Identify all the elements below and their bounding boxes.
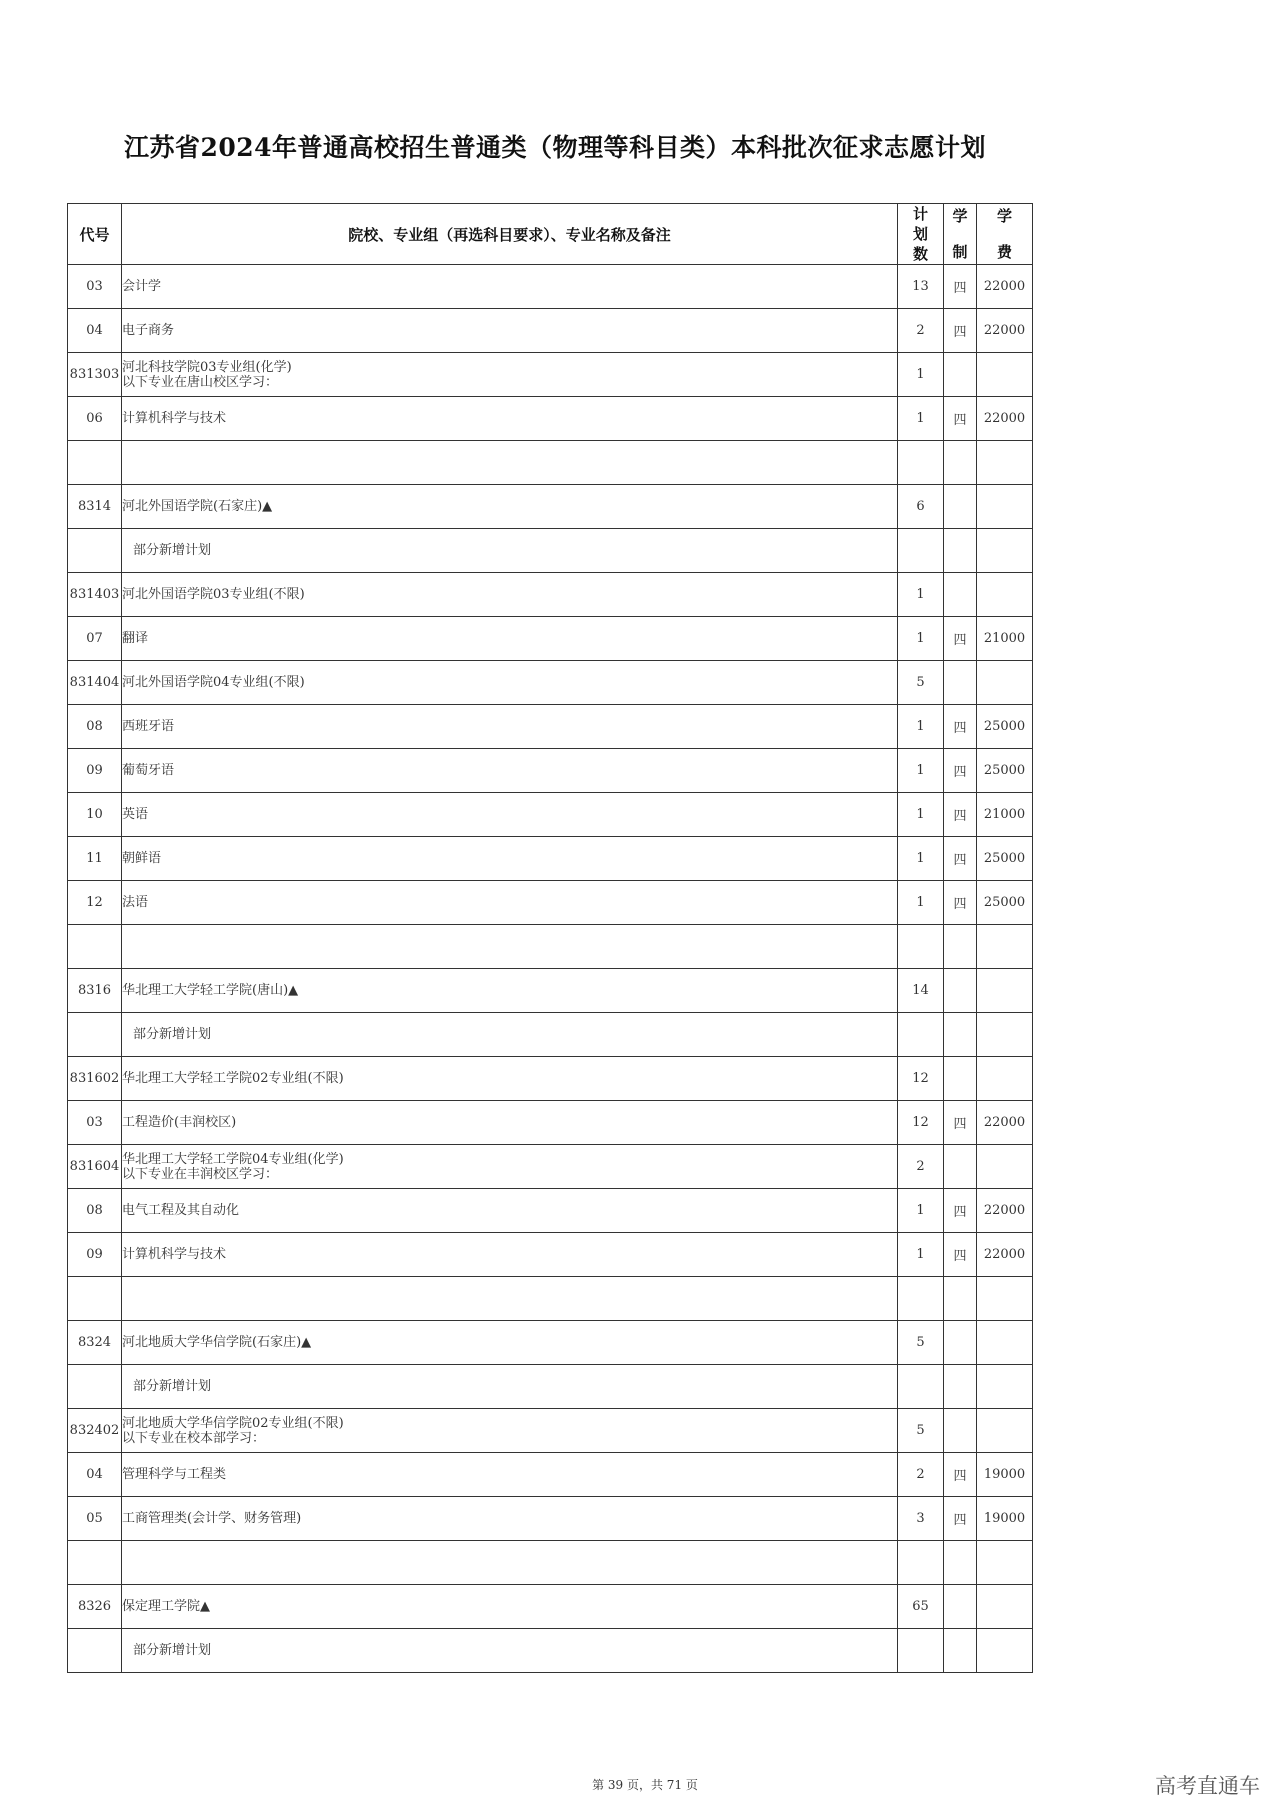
row-plan: [898, 1365, 944, 1409]
header-name: 院校、专业组（再选科目要求）、专业名称及备注: [122, 204, 898, 265]
row-name: [122, 1497, 898, 1541]
row-years: [944, 441, 977, 485]
header-plan: [898, 204, 944, 265]
header-fee-char: 费: [996, 243, 1012, 261]
row-years: [944, 485, 977, 529]
row-plan: 65: [898, 1585, 944, 1629]
row-years: [944, 1541, 977, 1585]
table-row: [68, 485, 1033, 529]
row-name-line: 西班牙语: [122, 719, 175, 734]
row-code: 09: [68, 749, 122, 793]
row-name-line: 葡萄牙语: [122, 763, 175, 778]
row-plan: [898, 1013, 944, 1057]
row-plan: 1: [898, 573, 944, 617]
table-row: [68, 1497, 1033, 1541]
table-row: [68, 925, 1033, 969]
row-name-line: 河北地质大学华信学院(石家庄)▲: [122, 1335, 312, 1350]
row-fee: 25000: [977, 881, 1033, 925]
row-fee: [977, 661, 1033, 705]
row-name-line: 河北外国语学院(石家庄)▲: [122, 499, 273, 514]
row-plan: 5: [898, 1321, 944, 1365]
row-name-line: 翻译: [122, 631, 149, 646]
row-code: 8326: [68, 1585, 122, 1629]
page-footer: 第 39 页，共 71 页: [592, 1778, 698, 1792]
row-name: [122, 837, 898, 881]
row-name-line: 朝鲜语: [122, 851, 162, 866]
row-code: 832402: [68, 1409, 122, 1453]
row-plan: 1: [898, 617, 944, 661]
row-name: [122, 1101, 898, 1145]
row-name: [122, 1189, 898, 1233]
table-row: [68, 969, 1033, 1013]
row-years: 四: [944, 881, 977, 925]
row-name-line: 法语: [122, 895, 149, 910]
table-row: [68, 837, 1033, 881]
row-name: [122, 573, 898, 617]
header-years-char: 制: [952, 243, 968, 261]
row-plan: 1: [898, 353, 944, 397]
row-name: [122, 1277, 898, 1321]
row-name: [122, 1541, 898, 1585]
row-years: 四: [944, 1233, 977, 1277]
row-plan: 2: [898, 309, 944, 353]
row-fee: [977, 1629, 1033, 1673]
row-plan: 1: [898, 705, 944, 749]
row-name-line: 管理科学与工程类: [122, 1467, 227, 1482]
row-fee: 22000: [977, 1101, 1033, 1145]
row-name: [122, 749, 898, 793]
row-name-line: 电子商务: [122, 323, 175, 338]
row-name-line: 河北外国语学院03专业组(不限): [122, 587, 305, 602]
table-header-row: [68, 204, 1033, 265]
row-code: 03: [68, 1101, 122, 1145]
row-plan: 1: [898, 837, 944, 881]
row-code: 8314: [68, 485, 122, 529]
row-name: [122, 1629, 898, 1673]
row-fee: 22000: [977, 397, 1033, 441]
row-name-line: 工程造价(丰润校区): [122, 1115, 237, 1130]
header-plan-char: 数: [912, 245, 928, 263]
row-years: 四: [944, 617, 977, 661]
row-plan: [898, 1277, 944, 1321]
row-code: 04: [68, 1453, 122, 1497]
row-code: 11: [68, 837, 122, 881]
row-fee: 25000: [977, 705, 1033, 749]
row-name: [122, 265, 898, 309]
row-years: 四: [944, 837, 977, 881]
table-row: [68, 1541, 1033, 1585]
row-fee: 22000: [977, 1233, 1033, 1277]
table-row: [68, 529, 1033, 573]
row-name-line: 电气工程及其自动化: [122, 1203, 240, 1218]
row-code: 831303: [68, 353, 122, 397]
row-plan: [898, 441, 944, 485]
row-fee: 25000: [977, 837, 1033, 881]
header-plan-char: 划: [912, 225, 928, 243]
row-fee: [977, 1013, 1033, 1057]
table-row: [68, 1409, 1033, 1453]
header-years-char: 学: [952, 207, 968, 225]
row-code: 04: [68, 309, 122, 353]
header-plan-char: 计: [912, 205, 928, 223]
row-plan: 1: [898, 1189, 944, 1233]
table-row: [68, 881, 1033, 925]
row-plan: 3: [898, 1497, 944, 1541]
row-name: [122, 969, 898, 1013]
row-name: [122, 353, 898, 397]
row-years: 四: [944, 793, 977, 837]
row-name-line: 部分新增计划: [133, 1027, 212, 1042]
row-name: [122, 485, 898, 529]
row-fee: [977, 1057, 1033, 1101]
row-fee: 22000: [977, 265, 1033, 309]
row-name: [122, 1585, 898, 1629]
row-code: 831602: [68, 1057, 122, 1101]
header-years: [944, 204, 977, 265]
row-name-note: 以下专业在丰润校区学习：: [122, 1166, 279, 1182]
row-name: [122, 617, 898, 661]
row-plan: 12: [898, 1101, 944, 1145]
table-row: [68, 661, 1033, 705]
row-years: [944, 1321, 977, 1365]
row-years: 四: [944, 309, 977, 353]
row-fee: [977, 441, 1033, 485]
header-fee: [977, 204, 1033, 265]
row-name: [122, 881, 898, 925]
row-code: 03: [68, 265, 122, 309]
table-row: [68, 1453, 1033, 1497]
row-name: [122, 1233, 898, 1277]
row-plan: 12: [898, 1057, 944, 1101]
table-row: [68, 705, 1033, 749]
table-row: [68, 309, 1033, 353]
row-fee: [977, 1321, 1033, 1365]
row-name-line: 计算机科学与技术: [122, 1247, 227, 1262]
row-fee: [977, 1277, 1033, 1321]
row-years: [944, 1409, 977, 1453]
row-name-line: 部分新增计划: [133, 1643, 212, 1658]
row-years: 四: [944, 1453, 977, 1497]
header-fee-char: 学: [996, 207, 1012, 225]
page-title: 江苏省2024年普通高校招生普通类（物理等科目类）本科批次征求志愿计划: [123, 133, 987, 162]
row-years: 四: [944, 397, 977, 441]
row-code: [68, 441, 122, 485]
row-code: 05: [68, 1497, 122, 1541]
row-plan: 1: [898, 397, 944, 441]
row-name: [122, 309, 898, 353]
row-code: [68, 1629, 122, 1673]
row-code: 09: [68, 1233, 122, 1277]
table-row: [68, 749, 1033, 793]
table-row: [68, 1189, 1033, 1233]
row-fee: [977, 485, 1033, 529]
table-row: [68, 793, 1033, 837]
row-years: 四: [944, 1101, 977, 1145]
row-years: [944, 529, 977, 573]
row-fee: [977, 1145, 1033, 1189]
row-plan: 5: [898, 1409, 944, 1453]
row-plan: [898, 1541, 944, 1585]
row-years: 四: [944, 265, 977, 309]
row-name: [122, 793, 898, 837]
row-code: 12: [68, 881, 122, 925]
row-fee: 21000: [977, 617, 1033, 661]
row-plan: 2: [898, 1453, 944, 1497]
row-name-line: 部分新增计划: [133, 543, 212, 558]
row-name: [122, 397, 898, 441]
row-fee: 22000: [977, 309, 1033, 353]
row-name: [122, 1145, 898, 1189]
row-name-line: 保定理工学院▲: [122, 1599, 210, 1614]
row-plan: 5: [898, 661, 944, 705]
row-fee: [977, 925, 1033, 969]
row-name-note: 以下专业在唐山校区学习：: [122, 374, 279, 390]
row-plan: [898, 1629, 944, 1673]
table-row: [68, 441, 1033, 485]
row-fee: 19000: [977, 1497, 1033, 1541]
table-row: [68, 1277, 1033, 1321]
row-years: [944, 969, 977, 1013]
row-years: 四: [944, 749, 977, 793]
table-row: [68, 617, 1033, 661]
row-years: [944, 1145, 977, 1189]
row-name: [122, 1321, 898, 1365]
row-code: 831604: [68, 1145, 122, 1189]
row-plan: 1: [898, 1233, 944, 1277]
row-name: [122, 925, 898, 969]
row-fee: [977, 1365, 1033, 1409]
row-plan: 14: [898, 969, 944, 1013]
row-name-line: 英语: [122, 807, 149, 822]
row-name-line: 河北外国语学院04专业组(不限): [122, 675, 305, 690]
row-name: [122, 529, 898, 573]
row-code: 07: [68, 617, 122, 661]
table-row: [68, 397, 1033, 441]
row-name-line: 河北科技学院03专业组(化学): [122, 359, 292, 375]
header-code: 代号: [68, 204, 122, 265]
row-years: [944, 1013, 977, 1057]
row-fee: 25000: [977, 749, 1033, 793]
row-years: [944, 1277, 977, 1321]
row-name-line: 华北理工大学轻工学院02专业组(不限): [122, 1071, 344, 1086]
row-code: 10: [68, 793, 122, 837]
row-fee: [977, 1409, 1033, 1453]
row-years: 四: [944, 1497, 977, 1541]
table-body: [68, 265, 1033, 1673]
row-fee: [977, 1541, 1033, 1585]
row-name: [122, 1409, 898, 1453]
row-years: 四: [944, 705, 977, 749]
row-code: 8316: [68, 969, 122, 1013]
row-years: [944, 1629, 977, 1673]
row-plan: 2: [898, 1145, 944, 1189]
row-code: 08: [68, 705, 122, 749]
row-name-line: 工商管理类(会计学、财务管理): [122, 1511, 302, 1526]
table-row: [68, 1321, 1033, 1365]
row-code: [68, 1013, 122, 1057]
row-years: [944, 1365, 977, 1409]
table-row: [68, 265, 1033, 309]
row-code: [68, 1365, 122, 1409]
row-plan: 6: [898, 485, 944, 529]
row-years: [944, 1585, 977, 1629]
row-fee: [977, 1585, 1033, 1629]
row-name: [122, 1453, 898, 1497]
admission-plan-table: [67, 203, 1033, 1673]
table-row: [68, 1101, 1033, 1145]
row-name-line: 会计学: [122, 279, 162, 294]
row-code: 08: [68, 1189, 122, 1233]
row-plan: 1: [898, 881, 944, 925]
row-plan: 13: [898, 265, 944, 309]
row-code: 831403: [68, 573, 122, 617]
table-row: [68, 1233, 1033, 1277]
table-row: [68, 353, 1033, 397]
row-plan: [898, 529, 944, 573]
watermark: 高考直通车: [1155, 1774, 1260, 1798]
row-years: [944, 1057, 977, 1101]
row-code: 06: [68, 397, 122, 441]
row-name-line: 河北地质大学华信学院02专业组(不限): [122, 1415, 344, 1431]
row-plan: [898, 925, 944, 969]
row-fee: [977, 529, 1033, 573]
table-row: [68, 1145, 1033, 1189]
row-code: 831404: [68, 661, 122, 705]
row-code: [68, 529, 122, 573]
row-name-line: 华北理工大学轻工学院(唐山)▲: [122, 983, 299, 998]
row-name-line: 部分新增计划: [133, 1379, 212, 1394]
row-years: [944, 925, 977, 969]
table-row: [68, 1057, 1033, 1101]
row-name-line: 华北理工大学轻工学院04专业组(化学): [122, 1151, 344, 1167]
table-row: [68, 1629, 1033, 1673]
row-plan: 1: [898, 793, 944, 837]
row-name: [122, 441, 898, 485]
row-years: [944, 573, 977, 617]
row-code: [68, 1277, 122, 1321]
row-fee: 19000: [977, 1453, 1033, 1497]
row-code: [68, 925, 122, 969]
row-fee: [977, 353, 1033, 397]
row-name: [122, 1057, 898, 1101]
table-row: [68, 573, 1033, 617]
table-row: [68, 1013, 1033, 1057]
row-years: [944, 661, 977, 705]
row-name: [122, 705, 898, 749]
row-name-note: 以下专业在校本部学习：: [122, 1430, 266, 1446]
row-name: [122, 1013, 898, 1057]
row-plan: 1: [898, 749, 944, 793]
table-row: [68, 1365, 1033, 1409]
row-name: [122, 1365, 898, 1409]
row-years: [944, 353, 977, 397]
row-years: 四: [944, 1189, 977, 1233]
row-fee: [977, 969, 1033, 1013]
row-name: [122, 661, 898, 705]
row-fee: 22000: [977, 1189, 1033, 1233]
row-fee: 21000: [977, 793, 1033, 837]
table-row: [68, 1585, 1033, 1629]
row-code: [68, 1541, 122, 1585]
row-code: 8324: [68, 1321, 122, 1365]
row-fee: [977, 573, 1033, 617]
row-name-line: 计算机科学与技术: [122, 411, 227, 426]
